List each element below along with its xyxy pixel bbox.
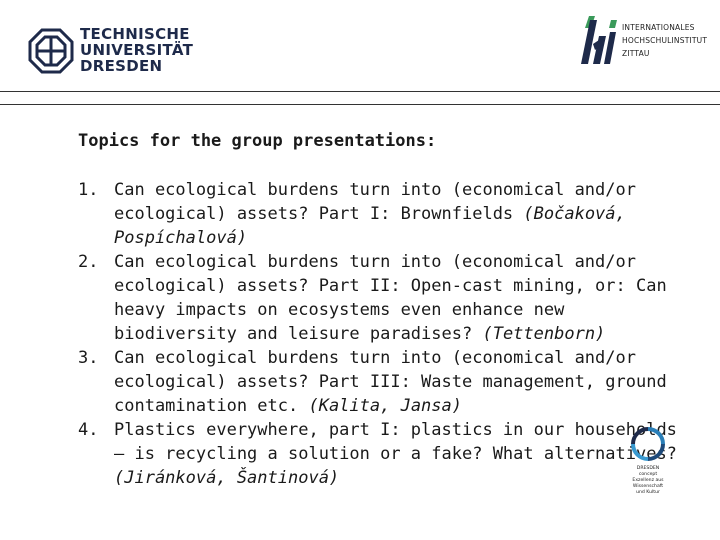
ihi-monogram-icon bbox=[580, 14, 620, 66]
topic-authors: (Jiránková, Šantinová) bbox=[114, 468, 340, 488]
topic-text: Plastics everywhere, part I: plastics in our households – is recycling a solution or a fake? What alternatives? bbox=[114, 420, 677, 464]
badge-line: und Kultur bbox=[636, 490, 660, 495]
ihi-zittau-logo bbox=[580, 14, 720, 68]
dresden-concept-badge bbox=[630, 426, 666, 502]
topic-item bbox=[78, 418, 688, 490]
ihi-line-1: INTERNATIONALES bbox=[622, 23, 695, 32]
ihi-line-3: ZITTAU bbox=[622, 49, 650, 58]
dresden-concept-text bbox=[630, 466, 666, 496]
topic-number: 2. bbox=[78, 252, 99, 272]
tud-line-1: TECHNISCHE bbox=[80, 25, 190, 43]
ihi-wordmark bbox=[622, 21, 707, 60]
ihi-line-2: HOCHSCHULINSTITUT bbox=[622, 36, 708, 45]
topic-item bbox=[78, 346, 688, 418]
topic-text: Can ecological burdens turn into (economical and/or ecological) assets? Part III: Waste management, ground contamination etc. bbox=[114, 348, 667, 416]
header-divider-bottom bbox=[0, 104, 720, 105]
topic-text: Can ecological burdens turn into (economical and/or ecological) assets? Part I: Brownfields bbox=[114, 180, 636, 224]
slide-header bbox=[0, 0, 720, 92]
badge-line: DRESDEN bbox=[636, 466, 660, 471]
topic-number: 4. bbox=[78, 420, 99, 440]
tud-line-2: UNIVERSITÄT bbox=[80, 41, 194, 59]
badge-line: Wissenschaft bbox=[632, 484, 664, 489]
topic-number: 1. bbox=[78, 180, 99, 200]
topic-item bbox=[78, 250, 688, 346]
tu-dresden-wordmark bbox=[80, 26, 193, 74]
topic-authors: (Kalita, Jansa) bbox=[308, 396, 462, 416]
slide-title: Topics for the group presentations: bbox=[78, 131, 437, 151]
badge-line: concept bbox=[638, 472, 658, 477]
tu-dresden-emblem-icon bbox=[28, 28, 74, 74]
dresden-concept-ring-icon bbox=[630, 426, 666, 462]
badge-line: Exzellenz aus bbox=[632, 478, 664, 483]
topic-authors: (Tettenborn) bbox=[482, 324, 606, 344]
topics-list bbox=[78, 178, 688, 490]
topic-authors: (Bočaková, Pospíchalová) bbox=[114, 204, 626, 248]
topic-number: 3. bbox=[78, 348, 99, 368]
tu-dresden-logo bbox=[28, 25, 194, 78]
header-divider-top bbox=[0, 91, 720, 92]
topic-text: Can ecological burdens turn into (economical and/or ecological) assets? Part II: Open-cast mining, or: Can heavy impacts on ecosystems even enhance new biodiversity and leisure paradises? bbox=[114, 252, 667, 344]
tud-line-3: DRESDEN bbox=[80, 57, 163, 75]
topic-item bbox=[78, 178, 688, 250]
